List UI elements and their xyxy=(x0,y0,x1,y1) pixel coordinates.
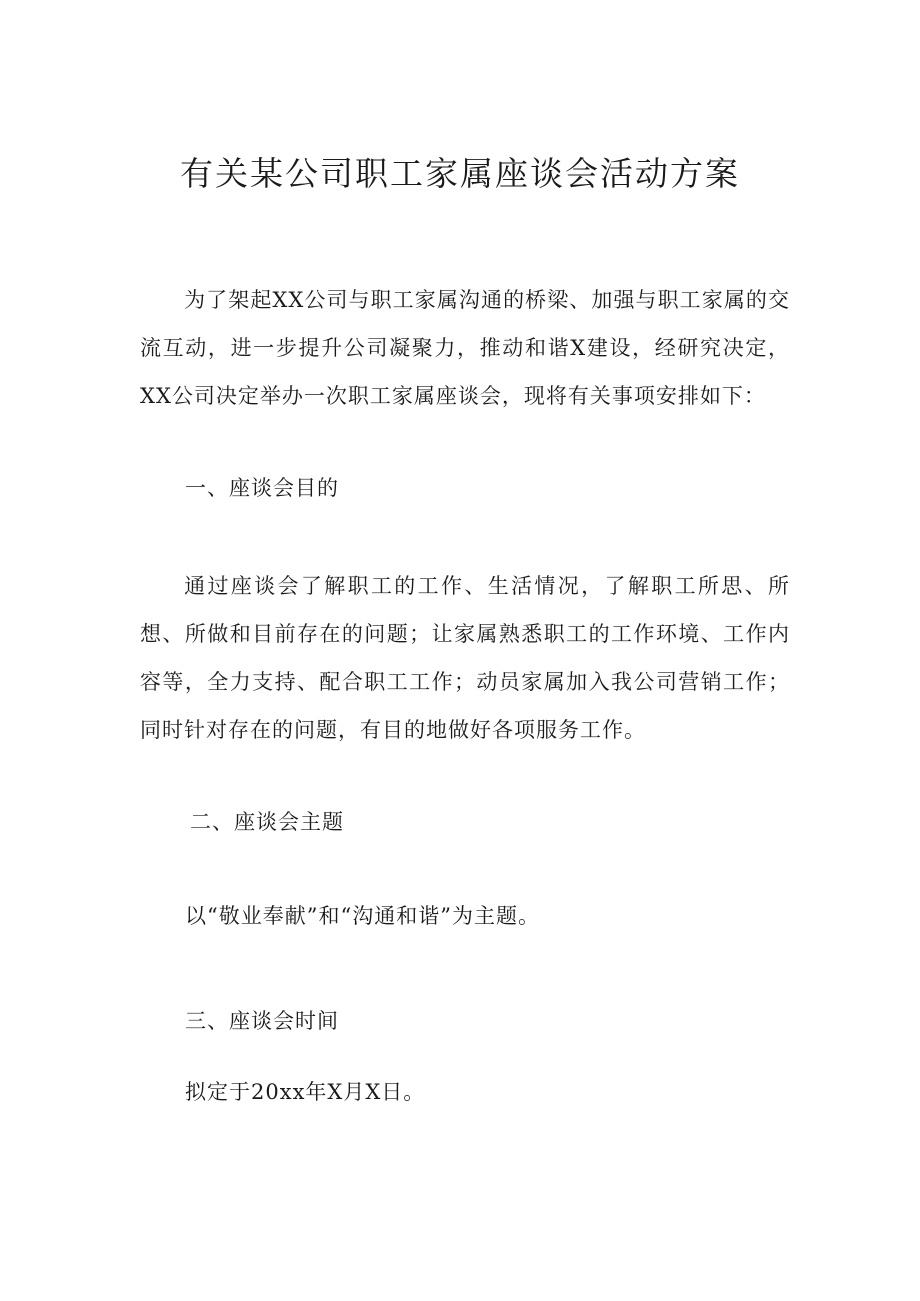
section-heading-purpose: 一、座谈会目的 xyxy=(185,476,339,500)
section-body-purpose: 通过座谈会了解职工的工作、生活情况，了解职工所思、所想、所做和目前存在的问题；让家属熟悉职工的工作环境、工作内容等，全力支持、配合职工工作；动员家属加入我公司营销工作；同时针对存在的问题，有目的地做好各项服务工作。 xyxy=(140,574,790,742)
section-body-time: 拟定于20xx年X月X日。 xyxy=(185,1080,426,1104)
section-heading-time: 三、座谈会时间 xyxy=(185,1009,339,1033)
intro-paragraph: 为了架起XX公司与职工家属沟通的桥梁、加强与职工家属的交流互动，进一步提升公司凝聚力，推动和谐X建设，经研究决定，XX公司决定举办一次职工家属座谈会，现将有关事项安排如下： xyxy=(140,288,790,408)
section-body-theme: 以“敬业奉献”和“沟通和谐”为主题。 xyxy=(185,904,540,928)
section-heading-theme: 二、座谈会主题 xyxy=(190,810,344,834)
document-title: 有关某公司职工家属座谈会活动方案 xyxy=(180,154,740,193)
